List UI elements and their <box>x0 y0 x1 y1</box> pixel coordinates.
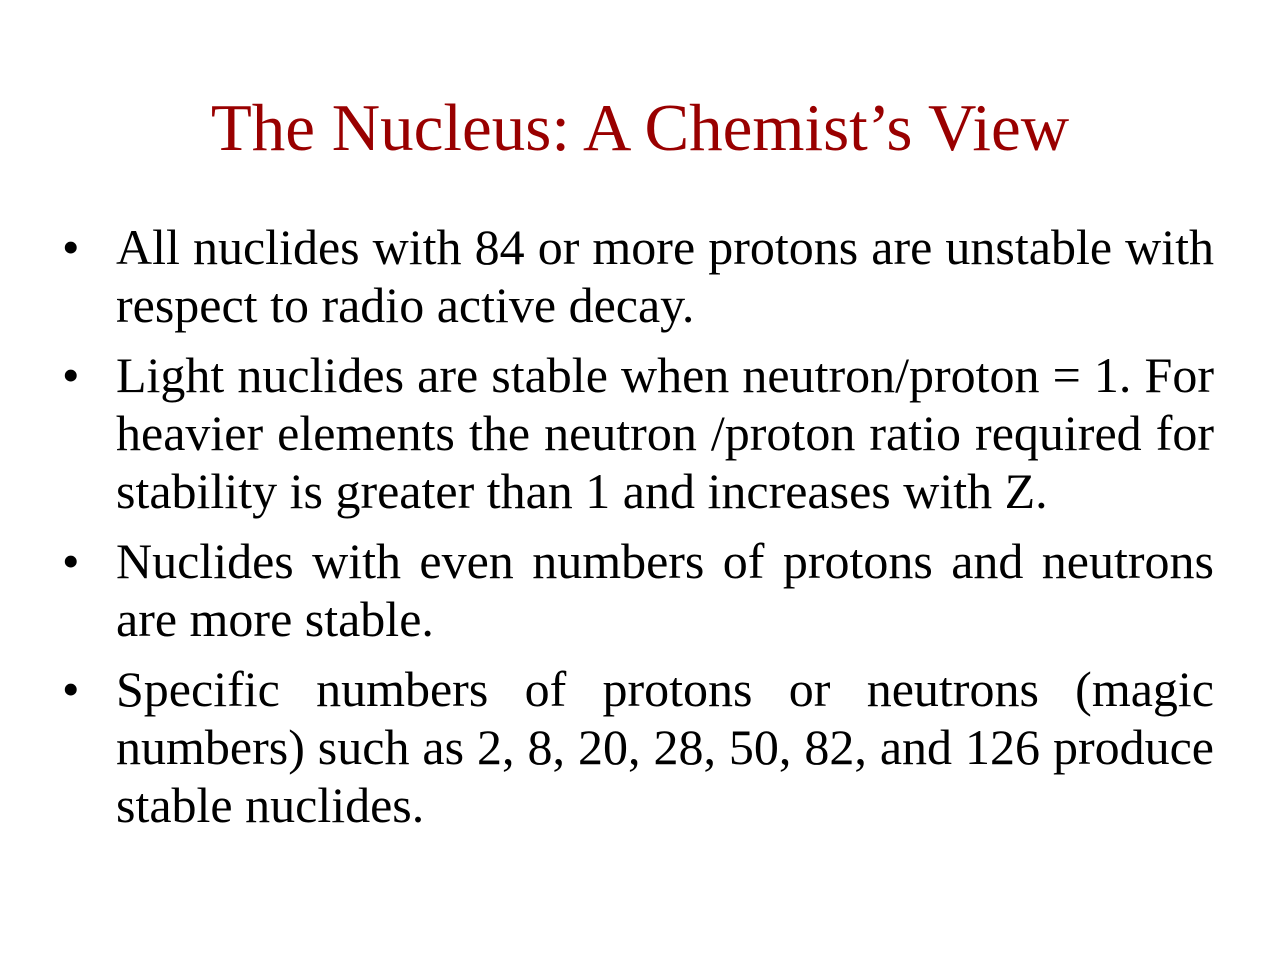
bullet-icon: • <box>62 533 80 589</box>
bullet-icon: • <box>62 661 80 717</box>
bullet-item <box>58 532 1214 648</box>
bullet-icon: • <box>62 219 80 275</box>
bullet-text: Specific numbers of protons or neutrons (magic numbers) such as 2, 8, 20, 28, 50, 82, and 126 produce stable nuclides. <box>116 661 1214 833</box>
bullet-item <box>58 218 1214 334</box>
bullet-icon: • <box>62 347 80 403</box>
bullet-text: Light nuclides are stable when neutron/proton = 1. For heavier elements the neutron /proton ratio required for stability is greater than 1 and increases with Z. <box>116 347 1214 519</box>
bullet-text: Nuclides with even numbers of protons and neutrons are more stable. <box>116 533 1214 647</box>
bullet-item <box>58 660 1214 834</box>
bullet-text: All nuclides with 84 or more protons are unstable with respect to radio active decay. <box>116 219 1214 333</box>
slide-title: The Nucleus: A Chemist’s View <box>210 91 1070 165</box>
bullet-item <box>58 346 1214 520</box>
bullet-list <box>58 218 1214 846</box>
